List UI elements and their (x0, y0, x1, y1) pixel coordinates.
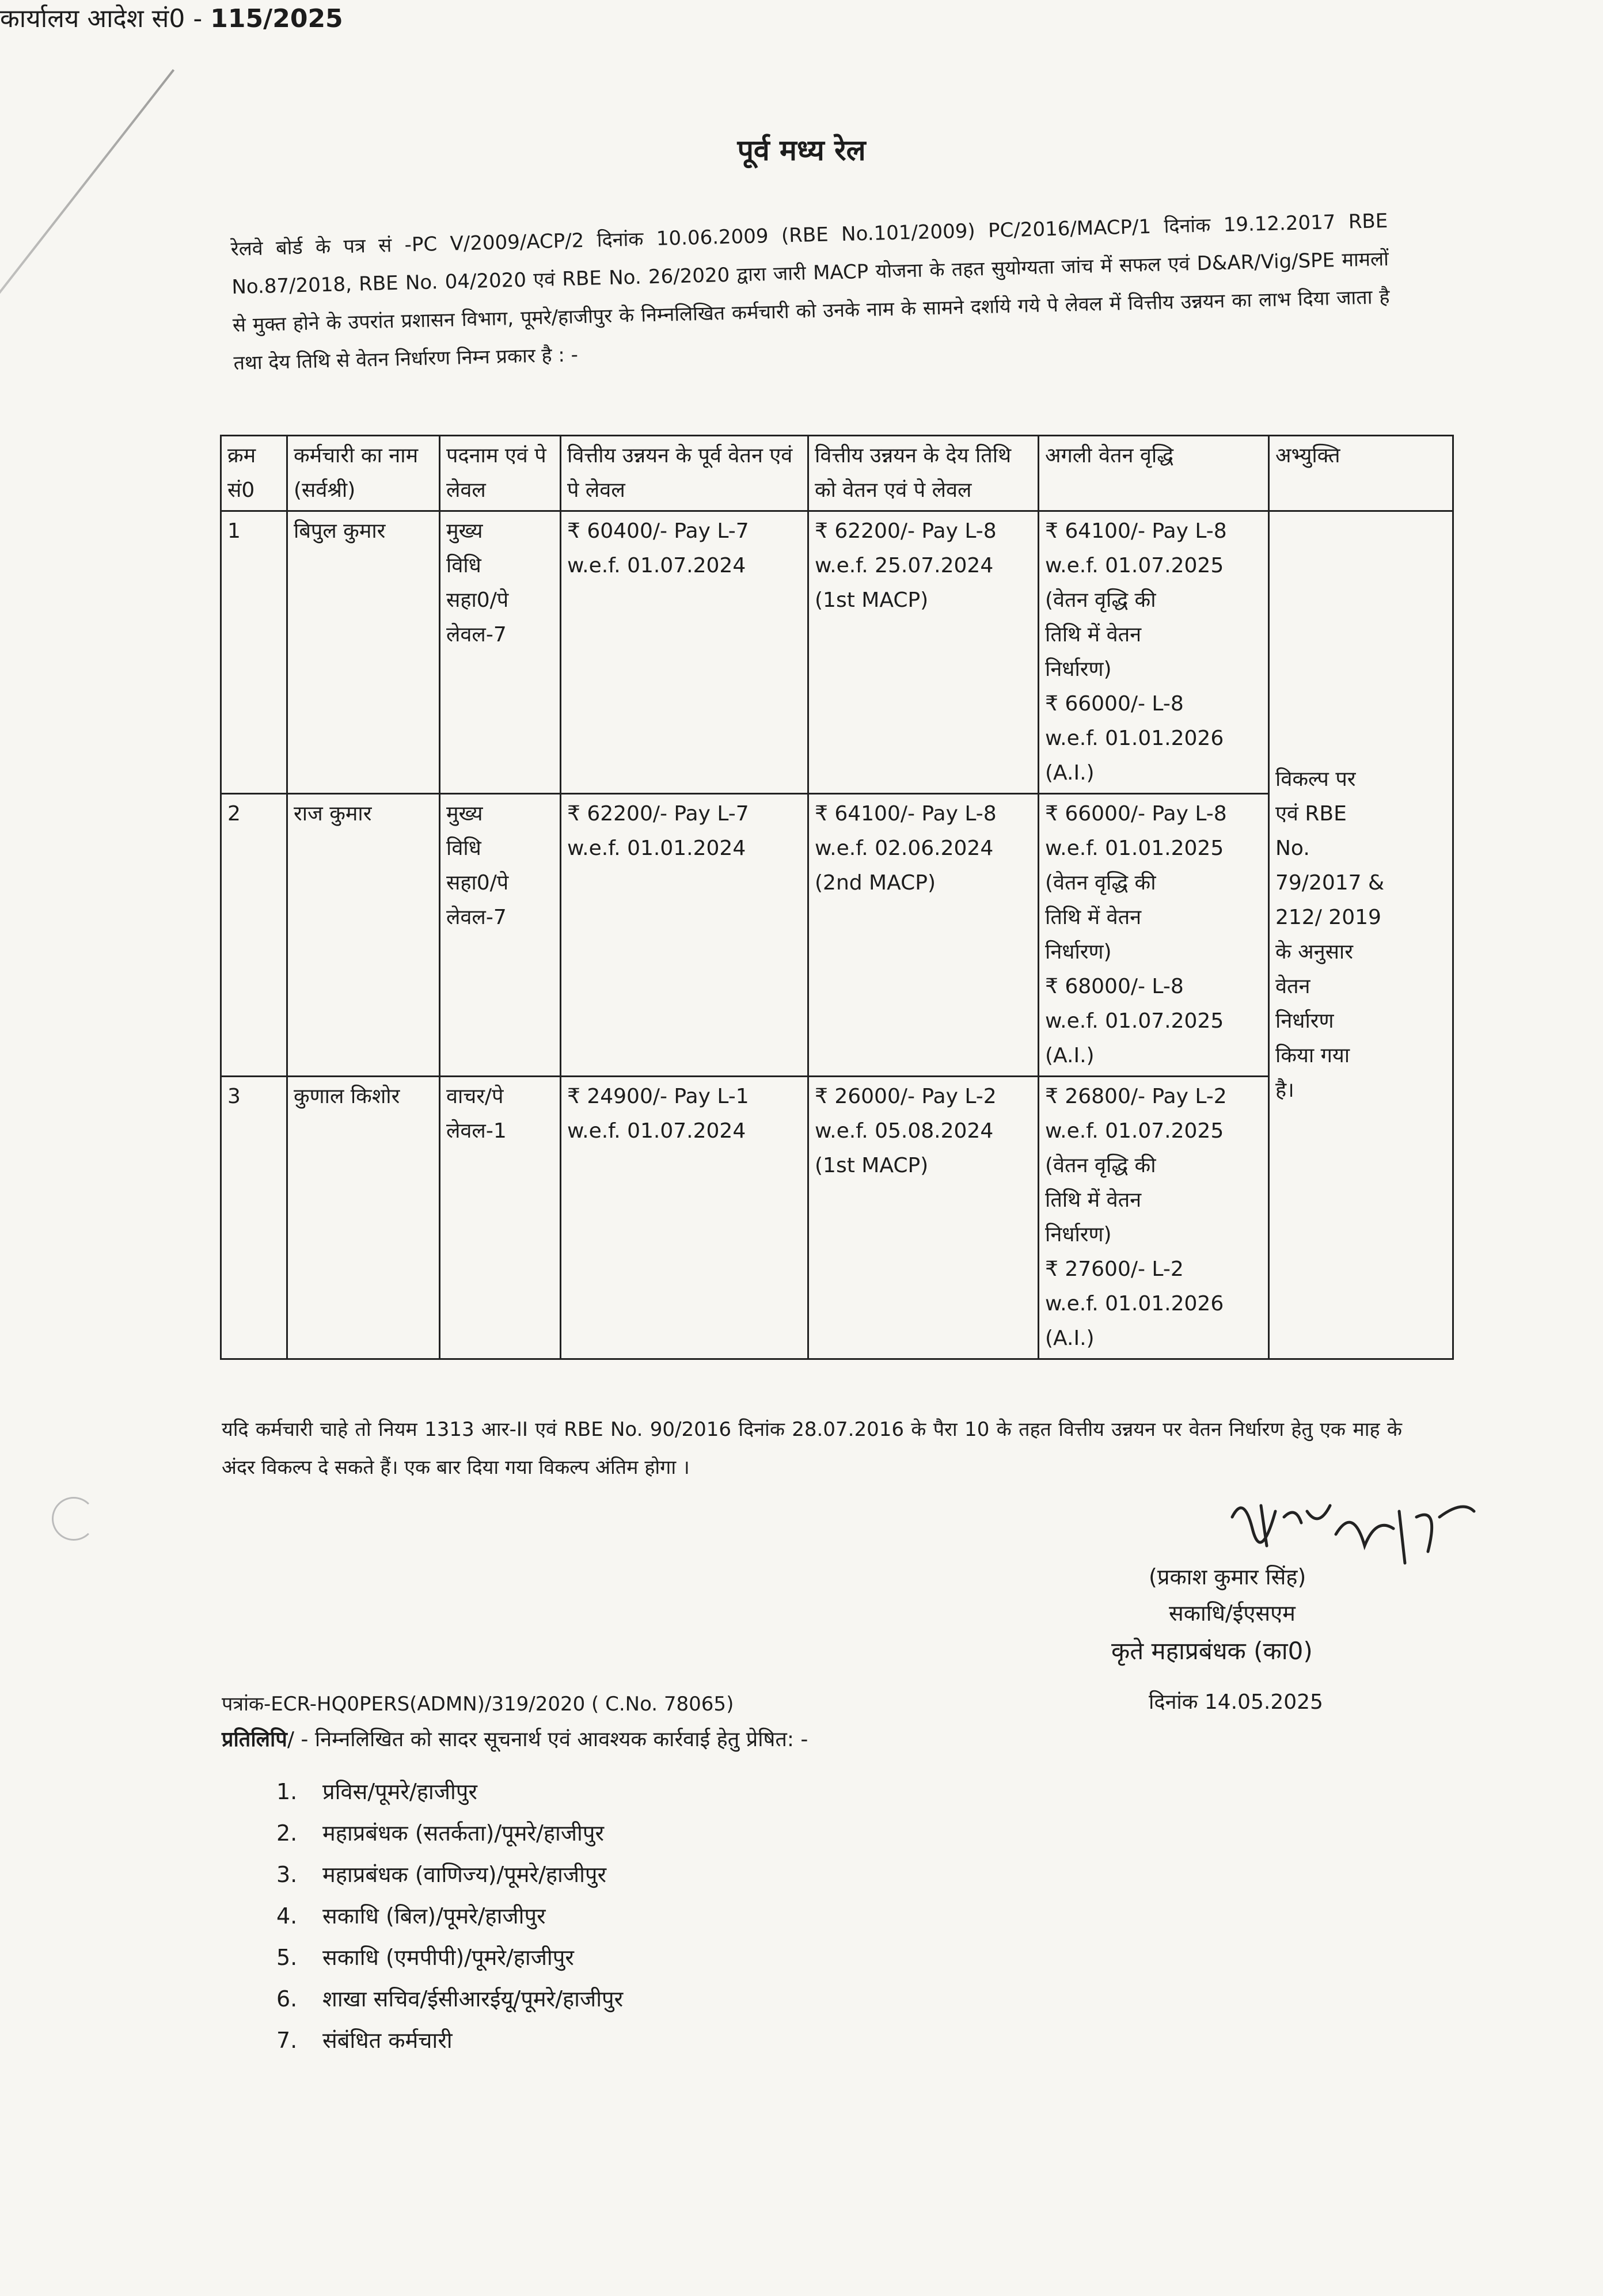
cell-pay-before: ₹ 60400/- Pay L-7 w.e.f. 01.07.2024 (561, 511, 808, 794)
cell-next-increment: ₹ 26800/- Pay L-2 w.e.f. 01.07.2025 (वेतन वृद्धि की तिथि में वेतन निर्धारण) ₹ 27600/- L-2 w.e.f. 01.01.2026 (A.I.) (1039, 1077, 1269, 1359)
cell-designation: मुख्य विधि सहा0/पे लेवल-7 (440, 794, 561, 1077)
cell-sno: 1 (221, 511, 287, 794)
cell-next-increment: ₹ 66000/- Pay L-8 w.e.f. 01.01.2025 (वेतन वृद्धि की तिथि में वेतन निर्धारण) ₹ 68000/- L-8 w.e.f. 01.07.2025 (A.I.) (1039, 794, 1269, 1077)
cell-next-increment: ₹ 64100/- Pay L-8 w.e.f. 01.07.2025 (वेतन वृद्धि की तिथि में वेतन निर्धारण) ₹ 66000/- L-8 w.e.f. 01.01.2026 (A.I.) (1039, 511, 1269, 794)
option-note-paragraph: यदि कर्मचारी चाहे तो नियम 1313 आर-II एवं RBE No. 90/2016 दिनांक 28.07.2016 के पैरा 10 के तहत वित्तीय उन्नयन पर वेतन निर्धारण हेतु एक माह के अंदर विकल्प दे सकते हैं। एक बार दिया गया विकल्प अंतिम होगा । (222, 1418, 1402, 1479)
list-item: 5. सकाधि (एमपीपी)/पूमरे/हाजीपुर (276, 1945, 574, 1970)
header-next-increment: अगली वेतन वृद्धि (1039, 436, 1269, 511)
list-item: 2. महाप्रबंधक (सतर्कता)/पूमरे/हाजीपुर (276, 1820, 605, 1846)
cell-name: बिपुल कुमार (287, 511, 440, 794)
paper-fold-mark (0, 69, 174, 306)
cell-pay-due: ₹ 62200/- Pay L-8 w.e.f. 25.07.2024 (1st MACP) (808, 511, 1039, 794)
signatory-designation: सकाधि/ईएसएम (1169, 1601, 1296, 1626)
copy-text: / - निम्नलिखित को सादर सूचनार्थ एवं आवश्यक कार्रवाई हेतु प्रेषित: - (287, 1728, 808, 1751)
order-number: 115/2025 (210, 4, 343, 33)
cell-pay-before: ₹ 24900/- Pay L-1 w.e.f. 01.07.2024 (561, 1077, 808, 1359)
list-item: 7. संबंधित कर्मचारी (276, 2028, 453, 2053)
table-row (221, 1077, 1453, 1359)
header-pay-due: वित्तीय उन्नयन के देय तिथि को वेतन एवं पे लेवल (808, 436, 1039, 511)
header-designation: पदनाम एवं पे लेवल (440, 436, 561, 511)
order-label: कार्यालय आदेश सं0 - (0, 4, 203, 33)
letter-reference: पत्रांक-ECR-HQ0PERS(ADMN)/319/2020 ( C.No. 78065) (222, 1693, 734, 1716)
header-name: कर्मचारी का नाम (सर्वश्री) (287, 436, 440, 511)
table-header-row (221, 436, 1453, 511)
cell-remark: विकल्प पर एवं RBE No. 79/2017 & 212/ 2019 के अनुसार वेतन निर्धारण किया गया है। (1269, 511, 1453, 1359)
table-row (221, 794, 1453, 1077)
letter-date: दिनांक 14.05.2025 (1149, 1690, 1323, 1714)
cell-name: कुणाल किशोर (287, 1077, 440, 1359)
cell-designation: वाचर/पे लेवल-1 (440, 1077, 561, 1359)
copy-to-heading (222, 1724, 808, 1753)
list-item: 3. महाप्रबंधक (वाणिज्य)/पूमरे/हाजीपुर (276, 1862, 607, 1887)
copy-label: प्रतिलिपि (222, 1728, 287, 1751)
pay-fixation-table (220, 435, 1454, 1360)
cell-pay-before: ₹ 62200/- Pay L-7 w.e.f. 01.01.2024 (561, 794, 808, 1077)
header-pay-before: वित्तीय उन्नयन के पूर्व वेतन एवं पे लेवल (561, 436, 808, 511)
cell-pay-due: ₹ 64100/- Pay L-8 w.e.f. 02.06.2024 (2nd MACP) (808, 794, 1039, 1077)
cell-sno: 2 (221, 794, 287, 1077)
cell-designation: मुख्य विधि सहा0/पे लेवल-7 (440, 511, 561, 794)
list-item: 1. प्रविस/पूमरे/हाजीपुर (276, 1779, 477, 1804)
cell-sno: 3 (221, 1077, 287, 1359)
signatory-on-behalf: कृते महाप्रबंधक (का0) (1111, 1637, 1313, 1665)
copy-recipient-list (276, 1776, 623, 2066)
punch-hole-mark (52, 1497, 96, 1541)
header-sno: क्रम सं0 (221, 436, 287, 511)
office-order-title (0, 0, 461, 35)
list-item: 6. शाखा सचिव/ईसीआरईयू/पूमरे/हाजीपुर (276, 1986, 624, 2012)
signatory-name: (प्रकाश कुमार सिंह) (1149, 1564, 1306, 1590)
header-remark: अभ्युक्ति (1269, 436, 1453, 511)
organization-title: पूर्व मध्य रेल (737, 134, 866, 167)
list-item: 4. सकाधि (बिल)/पूमरे/हाजीपुर (276, 1903, 546, 1929)
table-row (221, 511, 1453, 794)
cell-name: राज कुमार (287, 794, 440, 1077)
intro-paragraph: रेलवे बोर्ड के पत्र सं -PC V/2009/ACP/2 दिनांक 10.06.2009 (RBE No.101/2009) PC/2016/MACP/1 दिनांक 19.12.2017 RBE No.87/2018, RBE No. 04/2020 एवं RBE No. 26/2020 द्वारा जारी MACP योजना के तहत सुयोग्यता जांच में सफल एवं D&AR/Vig/SPE मामलों से मुक्त होने के उपरांत प्रशासन विभाग, पूमरे/हाजीपुर के निम्नलिखित कर्मचारी को उनके नाम के सामने दर्शाये गये पे लेवल में वित्तीय उन्नयन का लाभ दिया जाता है तथा देय तिथि से वेतन निर्धारण निम्न प्रकार है : - (230, 209, 1390, 375)
cell-pay-due: ₹ 26000/- Pay L-2 w.e.f. 05.08.2024 (1st MACP) (808, 1077, 1039, 1359)
